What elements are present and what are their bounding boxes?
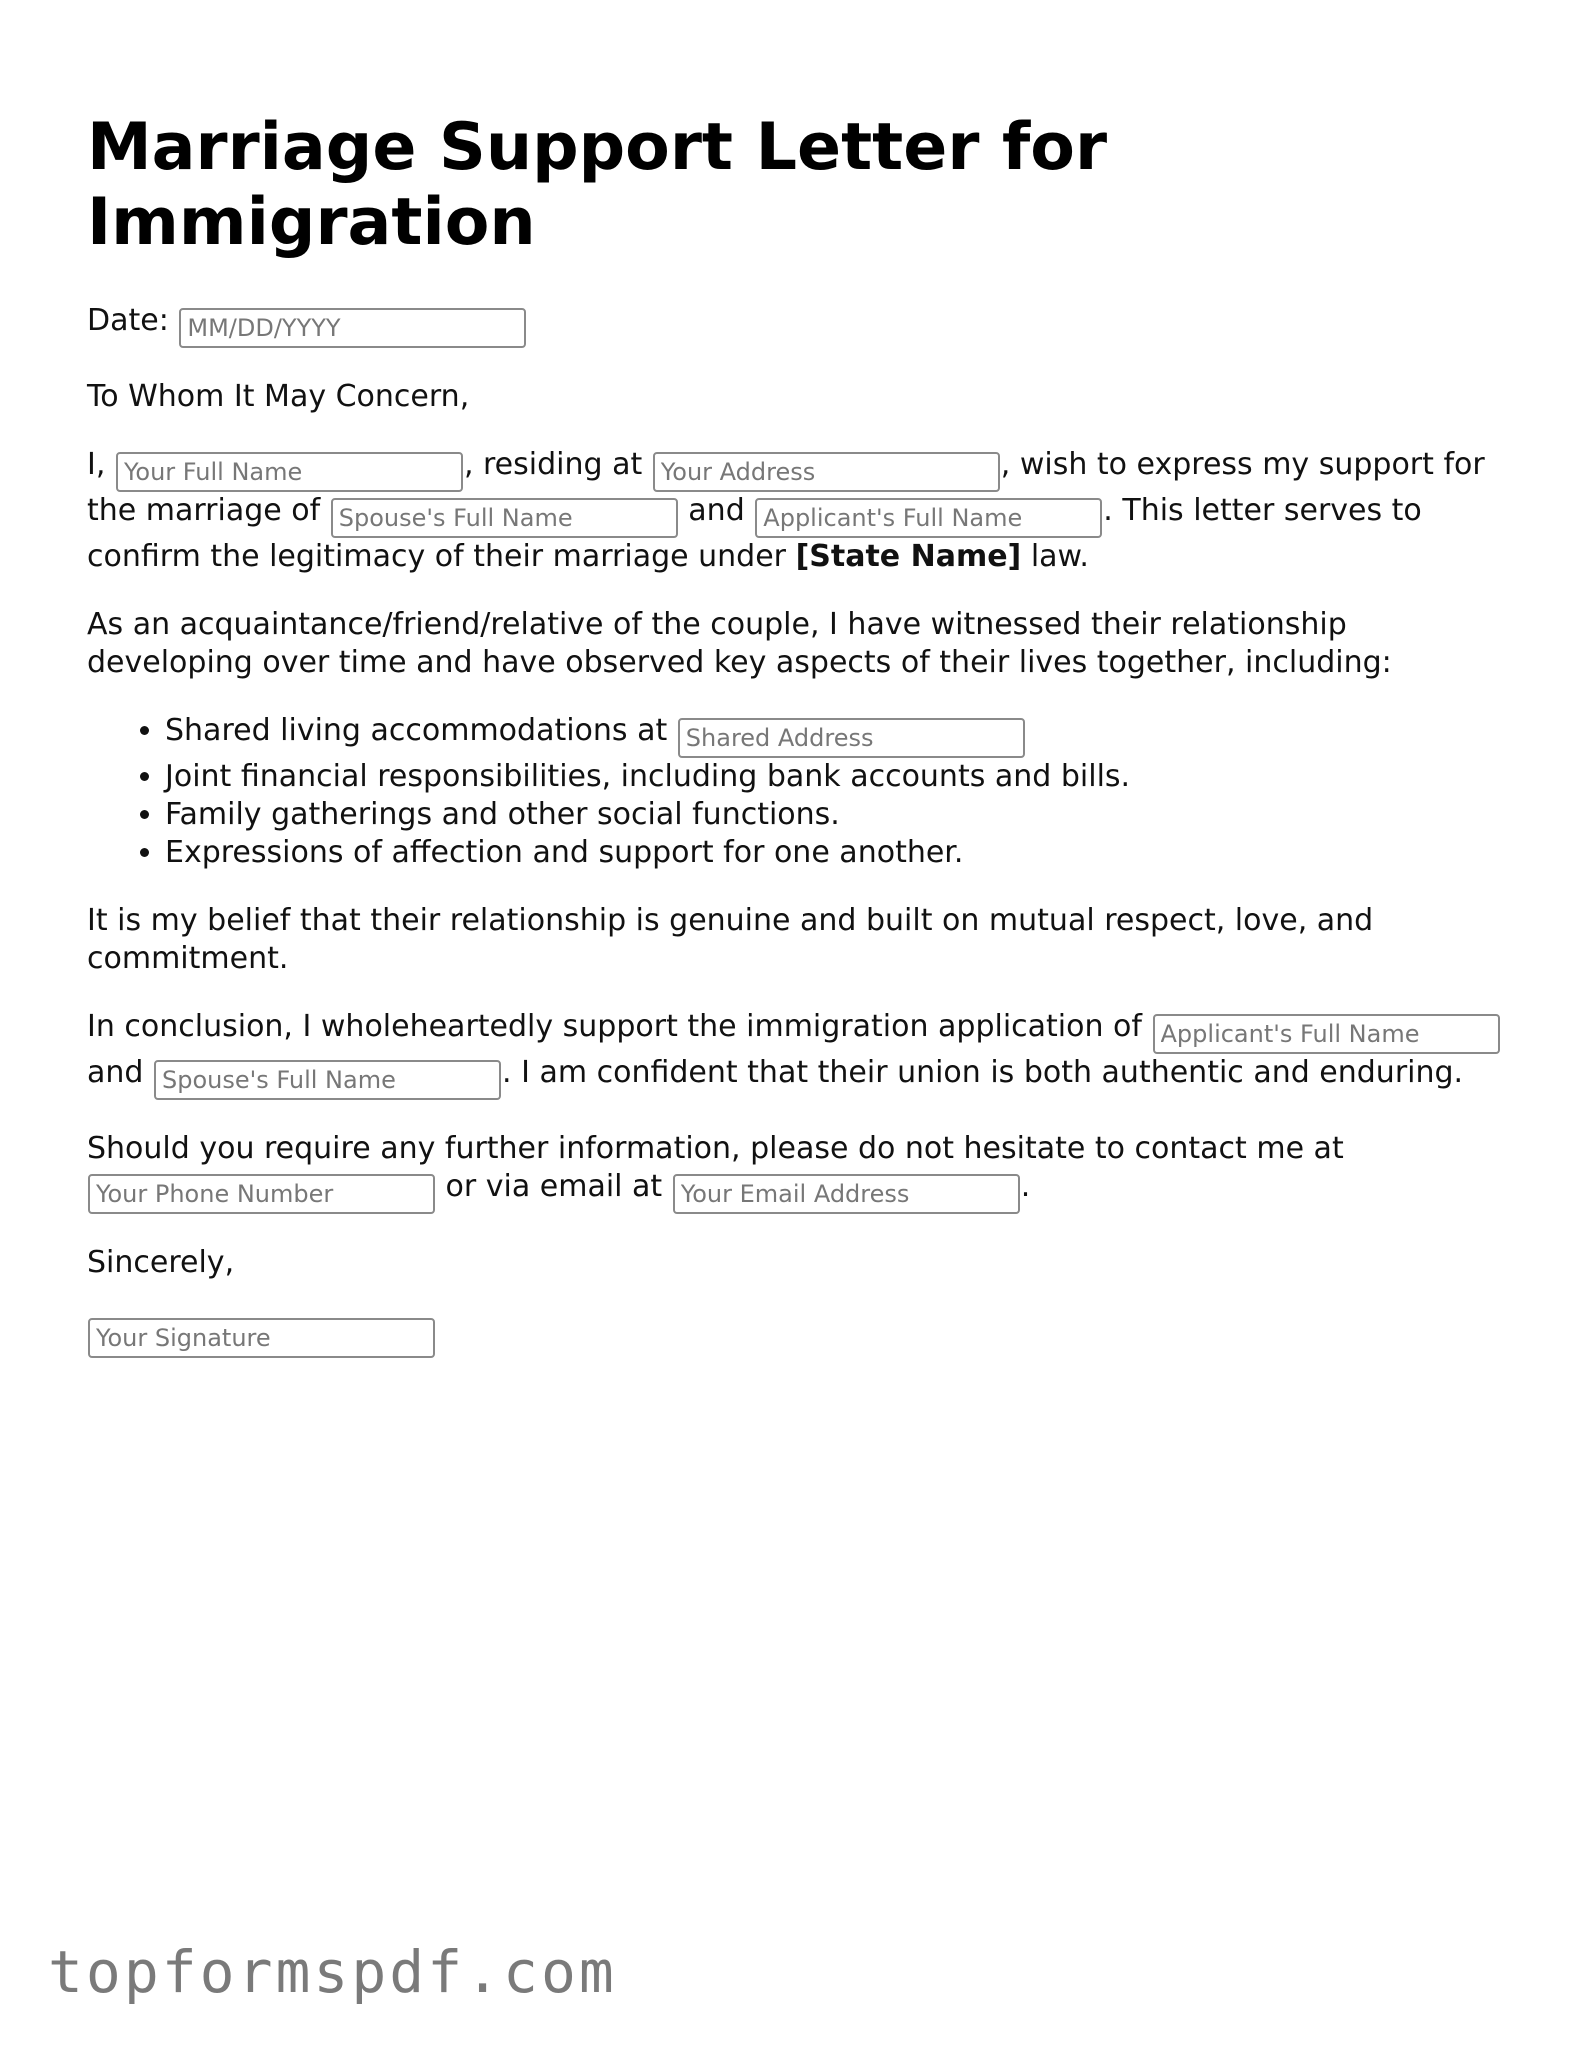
- conclusion-paragraph: In conclusion, I wholeheartedly support the immigration application of Applicant's Full Name and Spouse's Full Name . I am confident that their union is both authentic and enduring.: [87, 1008, 1507, 1100]
- date-input[interactable]: [179, 308, 526, 348]
- applicant-full-name-input-2[interactable]: [1153, 1014, 1500, 1054]
- state-name: [State Name]: [795, 539, 1022, 574]
- list-item: • Expressions of affection and support for one another.: [165, 834, 1507, 872]
- date-line: [87, 302, 1507, 348]
- witness-paragraph: As an acquaintance/friend/relative of the couple, I have witnessed their relationship developing over time and have observed key aspects of their lives together, including:: [87, 607, 1392, 680]
- page-title: Marriage Support Letter for Immigration: [87, 110, 1108, 260]
- watermark: topformspdf.com: [48, 1938, 617, 2006]
- intro-paragraph: I, Your Full Name , residing at Your Address , wish to express my support for the marriage of Spouse's Full Name and Applicant's Full Name . This letter serves to confirm the legitimacy of their marriage under [State Name] law.: [87, 446, 1507, 576]
- belief-paragraph: It is my belief that their relationship is genuine and built on mutual respect, love, and commitment.: [87, 903, 1374, 976]
- letter-page: [87, 110, 1507, 1358]
- spouse-full-name-input[interactable]: [331, 498, 678, 538]
- your-address-input[interactable]: [653, 452, 1000, 492]
- applicant-full-name-input[interactable]: [755, 498, 1102, 538]
- signature-input[interactable]: [88, 1318, 435, 1358]
- list-item: • Family gatherings and other social functions.: [165, 796, 1507, 834]
- signature-line: [87, 1312, 1507, 1358]
- salutation: To Whom It May Concern,: [87, 379, 470, 414]
- your-full-name-input[interactable]: [116, 452, 463, 492]
- relationship-aspects-list: [87, 712, 1507, 872]
- spouse-full-name-input-2[interactable]: [154, 1060, 501, 1100]
- phone-number-input[interactable]: [88, 1174, 435, 1214]
- list-item: • Shared living accommodations at Shared Address: [165, 712, 1507, 758]
- closing: Sincerely,: [87, 1245, 235, 1280]
- contact-paragraph: Should you require any further information, please do not hesitate to contact me at Your Phone Number or via email at Your Email Address .: [87, 1130, 1507, 1214]
- date-label: Date:: [87, 303, 169, 338]
- email-address-input[interactable]: [673, 1174, 1020, 1214]
- shared-address-input[interactable]: [678, 718, 1025, 758]
- list-item: • Joint financial responsibilities, including bank accounts and bills.: [165, 758, 1507, 796]
